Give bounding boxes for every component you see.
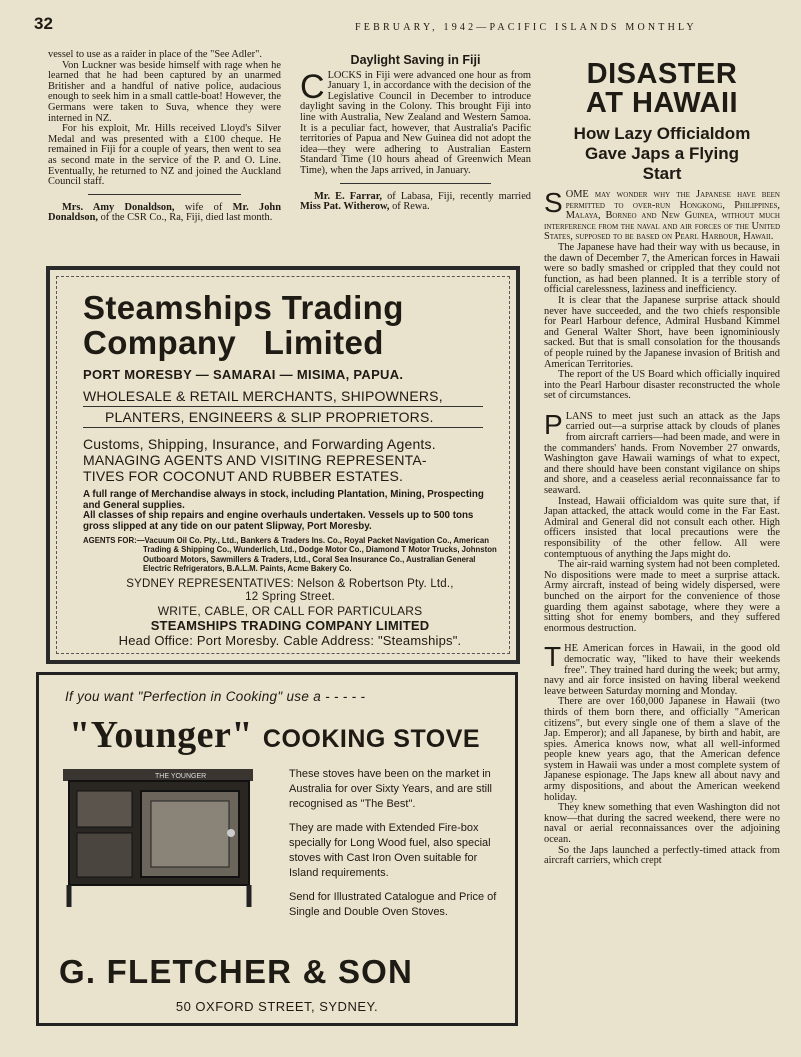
ad-services-line: MANAGING AGENTS AND VISITING REPRESENTA- (83, 452, 427, 468)
drop-cap: S (544, 187, 563, 218)
ad-head-office: Head Office: Port Moresby. Cable Address: "Steamships". (118, 632, 462, 648)
page-number: 32 (34, 14, 53, 33)
paragraph-donaldson (48, 203, 281, 224)
ad-address: 50 OXFORD STREET, SYDNEY. (175, 999, 379, 1014)
paragraph: They knew something that even Washington did not know—that during the sacred weekend, there were no naval or aerial reconnaissances over the adjoining ocean. (544, 802, 780, 846)
paragraph: vessel to use as a raider in place of the "See Adler". (48, 49, 262, 60)
text: LOCKS in Fiji were advanced one hour as from January 1, in accordance with the decision of the Legislative Council in December to introduce daylight saving in the Colony. This brought Fiji into line with Australia, New Zealand and Western Samoa. It is a peculiar fact, however, that Australia's Pacific territories of Papua and New Guinea did not adopt the idea—they were adhering to Australian Eastern Standard Time (10 hours ahead of Greenwich Mean Time), when the Japs arrived, in January. (300, 69, 531, 176)
paragraph: The air-raid warning system had not been completed. No dispositions were made to meet a surprise attack. Army aircraft, instead of being widely dispersed, were bunched on the airport for the convenience of those guarding them against sabotage, where they were a sitting shot for enemy bombers, and they suffered enormous destruction. (544, 559, 780, 634)
paragraph: There are over 160,000 Japanese in Hawaii (two thirds of them born there, and officially "American citizens", but every single one of them a slave of the Jap. Emperor); and all Japanese, by birth and habit, are spies. America knows now, what all well-informed people knew years ago, that the American defence system in Hawaii was under a most complete system of Japanese espionage. The Japs knew all about navy and army dispositions, and about the American weekend holiday. (544, 696, 780, 803)
running-head: FEBRUARY, 1942—PACIFIC ISLANDS MONTHLY (355, 22, 697, 33)
ad-sydney-address: 12 Spring Street. (245, 590, 335, 603)
ad-services-line: Customs, Shipping, Insurance, and Forwarding Agents. (83, 436, 436, 452)
ad-ports: PORT MORESBY — SAMARAI — MISIMA, PAPUA. (83, 367, 404, 382)
brand-name: "Younger" (69, 714, 253, 756)
ad-sydney-reps: SYDNEY REPRESENTATIVES: Nelson & Robertson Pty. Ltd., (126, 577, 454, 590)
ad-company-name: Steamships Trading (83, 289, 404, 326)
divider (340, 183, 491, 184)
stove-illustration (55, 765, 285, 915)
paragraph-farrar (300, 192, 531, 213)
paragraph (544, 641, 780, 697)
paragraph: The report of the US Board which officially inquired into the Pearl Harbour disaster reconstructed the whole set of circumstances. (544, 369, 780, 402)
article-heading: Daylight Saving in Fiji (350, 53, 481, 67)
person-name: Mr. John Donaldson, (48, 201, 281, 224)
text: LANS to meet just such an attack as the Japs carried out—a surprise attack by clouds of planes from aircraft carriers—had been made, and were in the commanders' hands. From November 27 onwards, Washington gave Hawaii warnings of what to expect, and there should have been constant vigilance on ships and shore, and a ceaseless aerial reconnaissance far to seaward. (544, 410, 780, 497)
stove-advertisement (36, 672, 518, 1026)
divider (83, 427, 483, 428)
paragraph: These stoves have been on the market in Australia for over Sixty Years, and are still recognised as "The Best". (289, 768, 492, 810)
ad-stock-text: A full range of Merchandise always in stock, including Plantation, Mining, Prospecting and General supplies. (83, 489, 484, 511)
text: OME may wonder why the Japanese have been permitted to over-run Hongkong, Philippines, Malaya, Borneo and New Guinea, without much interference from the naval and air forces of the United States, supposed to be based on Pearl Harbour, Hawaii. (544, 189, 780, 243)
text: of Labasa, Fiji, recently married (382, 190, 531, 202)
paragraph: For his exploit, Mr. Hills received Lloyd's Silver Medal and was presented with a £100 cheque. He remained in Fiji for a couple of years, then went to sea as second mate in the service of the P. and O. Line. Eventually, he returned to NZ and joined the Auckland Council staff. (48, 123, 281, 188)
paragraph: They are made with Extended Fire-box specially for Long Wood fuel, also special stoves with Cast Iron Oven suitable for Island requirements. (289, 822, 491, 879)
ad-services-line: TIVES FOR COCONUT AND RUBBER ESTATES. (83, 468, 404, 484)
drop-cap: T (544, 641, 562, 673)
paragraph: Send for Illustrated Catalogue and Price of Single and Double Oven Stoves. (289, 891, 497, 918)
paragraph (544, 187, 780, 243)
ad-repairs-text: All classes of ship repairs and engine overhauls undertaken. Vessels up to 500 tons gross slipped at any tide on our patent Slipway, Port Moresby. (83, 510, 474, 532)
paragraph: It is clear that the Japanese surprise attack should never have succeeded, and the two chiefs responsible for Pearl Harbour defence, Admiral Husband Kimmel and General Walter Short, have been ignominiously sacked. But that is small consolation for the thousands of people ruined by the Japanese invasion of British and American Territories. (544, 294, 780, 370)
person-name: Miss Pat. Witherow, (300, 201, 390, 213)
ad-agents-list: AGENTS FOR:—Vacuum Oil Co. Pty., Ltd., Bankers & Traders Ins. Co., Royal Packet Navigation Co., American Trading & Shipping Co., Wunderlich, Ltd., Dodge Motor Co., Diamond T Motor Trucks, Johnston Outboard Motors, Sawmillers & Traders, Ltd., Coral Sea Insurance Co., Australian General Electric Refrigerators, B.A.L.M. Paints, Acme Bakery Co. (83, 536, 497, 574)
column-two (300, 55, 531, 213)
paragraph: Instead, Hawaii officialdom was quite sure that, if Japan attacked, the attack would come in the Far East. Admiral and General did not consult each other. High officers insisted that local precautions were the responsibility of the other fellow. All were contemptuous of anything the Japs might do. (544, 495, 780, 560)
headline: DISASTER AT HAWAII (585, 58, 739, 119)
text: of the CSR Co., Ra, Fiji, died last month. (97, 212, 273, 224)
column-three (544, 60, 780, 867)
ad-company-name: Company Limited (83, 324, 384, 361)
drop-cap: C (300, 67, 325, 106)
ad-trade-line: WHOLESALE & RETAIL MERCHANTS, SHIPOWNERS, (83, 388, 443, 404)
divider (83, 406, 483, 407)
ad-intro: If you want "Perfection in Cooking" use a - - - - - (65, 689, 366, 704)
text: wife of (174, 201, 233, 213)
steamships-advertisement (46, 266, 520, 664)
paragraph (300, 67, 531, 177)
person-name: Mrs. Amy Donaldson, (62, 201, 175, 213)
paragraph: The Japanese have had their way with us because, in the dawn of December 7, the American forces in Hawaii were so badly smashed or crippled that they could not function, as had been planned. It is a terrible story of official carelessness, laziness and inefficiency. (544, 241, 780, 296)
person-name: Mr. E. Farrar, (314, 190, 383, 202)
column-one (48, 50, 281, 224)
paragraph (544, 408, 780, 497)
divider (88, 194, 241, 195)
ad-description (289, 767, 507, 929)
stove-plate: THE YOUNGER (155, 773, 207, 780)
ad-inner-border (56, 276, 510, 654)
ad-brand (69, 713, 480, 757)
text: of Rewa. (389, 201, 430, 213)
subheadline: How Lazy Officialdom Gave Japs a Flying Start (573, 124, 751, 183)
ad-company-footer: STEAMSHIPS TRADING COMPANY LIMITED (150, 617, 430, 633)
ad-trade-line: PLANTERS, ENGINEERS & SLIP PROPRIETORS. (105, 409, 434, 425)
text: HE American forces in Hawaii, in the good old democratic way, "liked to have their weekends free". They trained hard during the week; but army, navy and air force insisted on having liberal weekend leave between Saturday morning and Monday. (544, 643, 780, 697)
ad-write-line: WRITE, CABLE, OR CALL FOR PARTICULARS (157, 603, 423, 618)
paragraph: So the Japs launched a perfectly-timed attack from aircraft carriers, which crept (544, 844, 780, 867)
ad-firm-name: G. FLETCHER & SON (59, 953, 414, 990)
brand-product: COOKING STOVE (262, 725, 481, 753)
paragraph: Von Luckner was beside himself with rage when he learned that he had been captured by an unarmed Britisher and a handful of native police, audacious enough to seek him in a small cattle-boat! However, the Germans were taken to Suva, whence they were interned in NZ. (48, 59, 281, 124)
drop-cap: P (544, 408, 563, 440)
